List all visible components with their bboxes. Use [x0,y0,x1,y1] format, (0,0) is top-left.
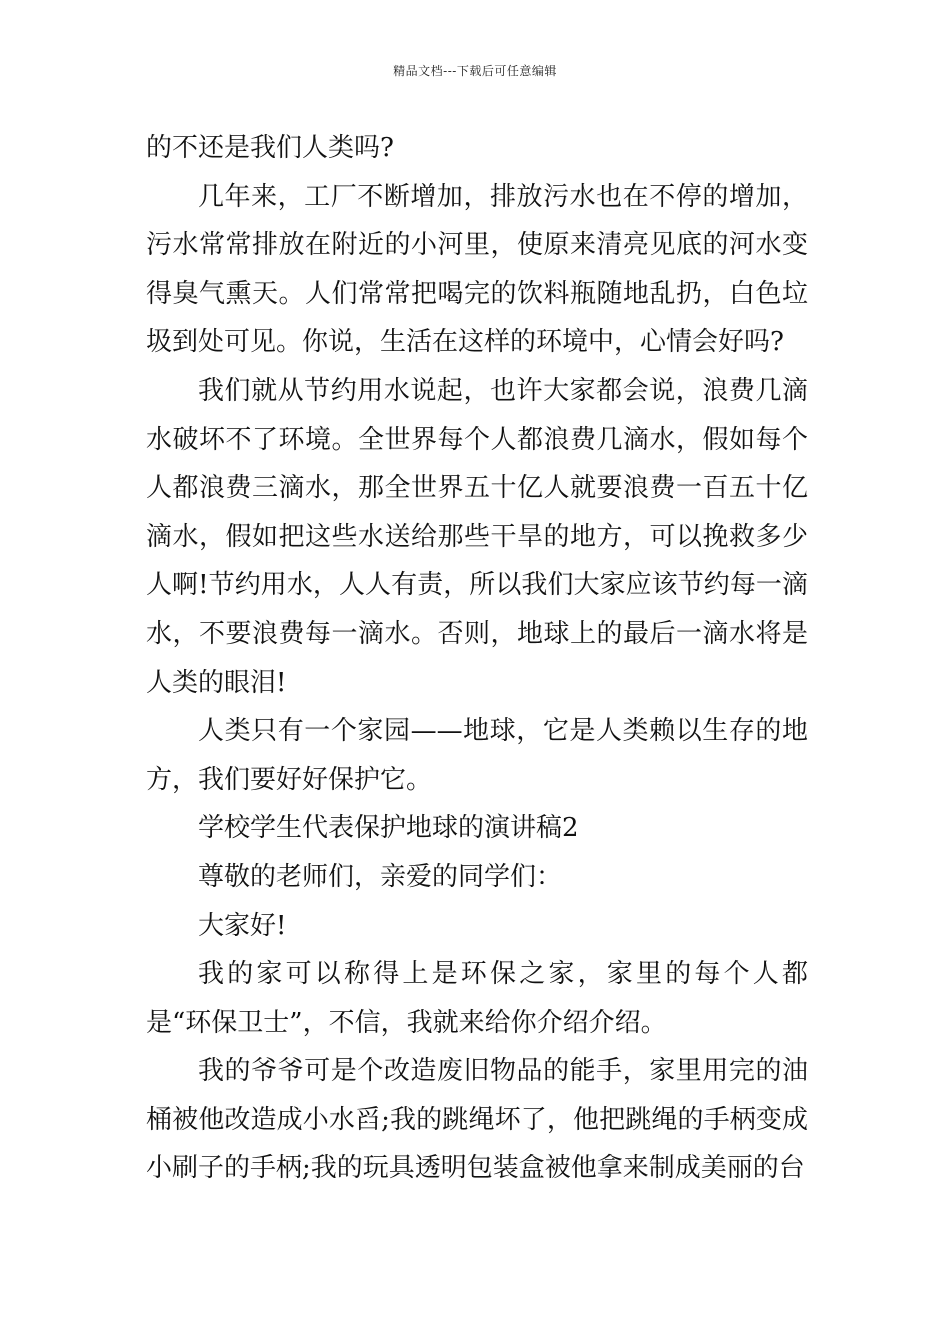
paragraph-5: 我的家可以称得上是环保之家，家里的每个人都是“环保卫士”，不信，我就来给你介绍介绍。 [146,959,808,1038]
paragraph-2: 几年来，工厂不断增加，排放污水也在不停的增加，污水常常排放在附近的小河里，使原来清亮见底的河水变得臭气熏天。人们常常把喝完的饮料瓶随地乱扔，白色垃圾到处可见。你说，生活在这样的环境中，心情会好吗? [146,181,808,358]
page-header: 精品文档---下载后可任意编辑 [393,64,557,78]
paragraph-3: 我们就从节约用水说起，也许大家都会说，浪费几滴水破坏不了环境。全世界每个人都浪费几滴水，假如每个人都浪费三滴水，那全世界五十亿人就要浪费一百五十亿滴水，假如把这些水送给那些干旱的地方，可以挽救多少人啊!节约用水，人人有责，所以我们大家应该节约每一滴水，不要浪费每一滴水。否则，地球上的最后一滴水将是人类的眼泪! [146,375,808,698]
paragraph-6: 我的爷爷可是个改造废旧物品的能手，家里用完的油桶被他改造成小水舀;我的跳绳坏了，他把跳绳的手柄变成小刷子的手柄;我的玩具透明包装盒被他拿来制成美丽的台 [146,1056,808,1184]
section-title: 学校学生代表保护地球的演讲稿2 [198,813,579,844]
document-body [146,124,808,1193]
paragraph-4: 人类只有一个家园——地球，它是人类赖以生存的地方，我们要好好保护它。 [146,716,808,795]
paragraph-1: 的不还是我们人类吗? [146,133,394,163]
greeting: 大家好! [198,910,287,941]
salutation: 尊敬的老师们，亲爱的同学们： [198,861,563,892]
